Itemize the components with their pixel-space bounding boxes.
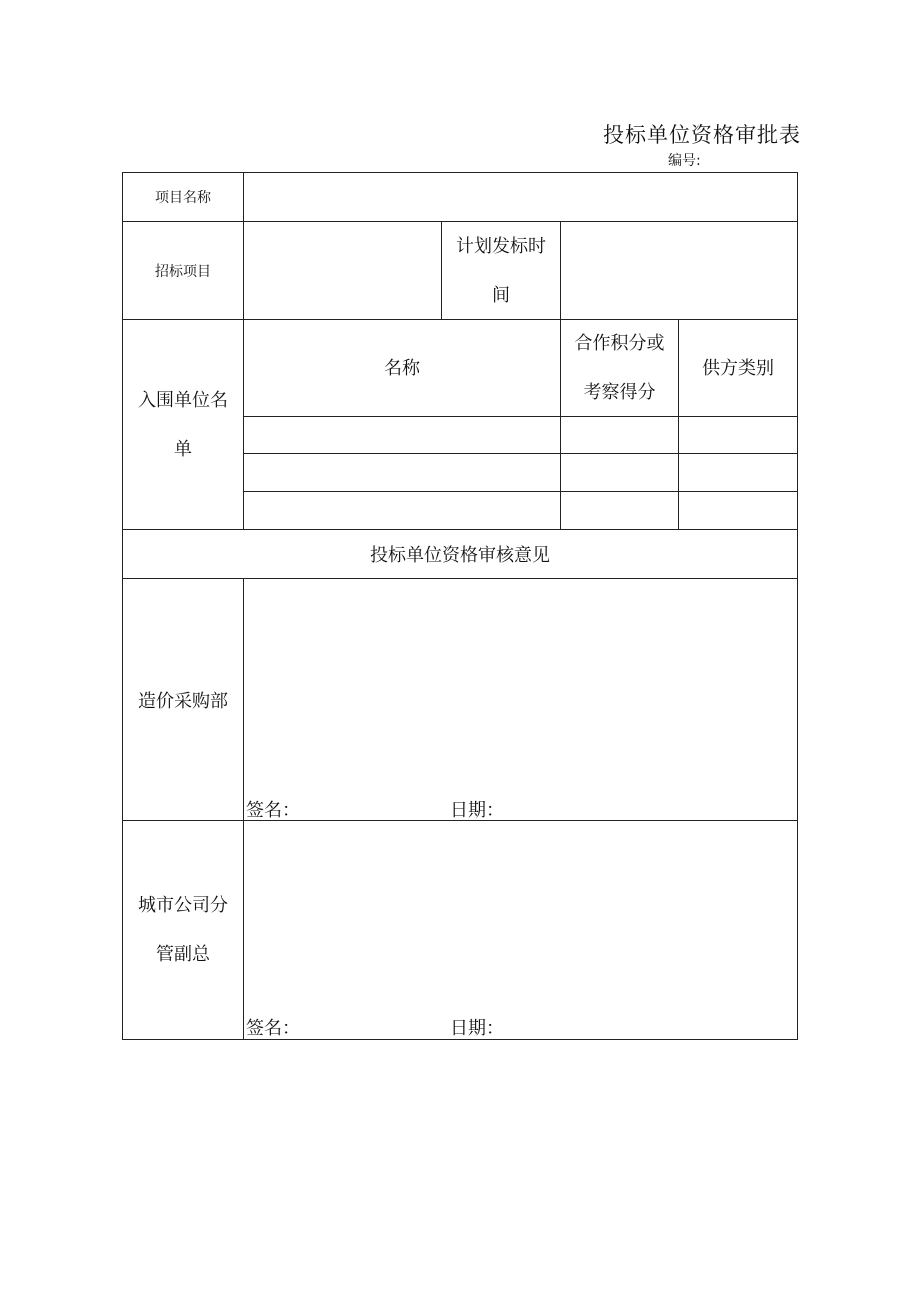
serial-number-label: 编号: xyxy=(668,153,701,169)
bid-item-label: 招标项目 xyxy=(155,263,211,280)
shortlist-label xyxy=(123,320,243,529)
column-header-score-line2: 考察得分 xyxy=(583,382,656,403)
shortlist-score-cell[interactable] xyxy=(561,492,678,529)
cost-procurement-opinion-field[interactable] xyxy=(244,579,797,820)
cost-procurement-dept-label: 造价采购部 xyxy=(138,690,228,712)
planned-time-label-line1: 计划发标时 xyxy=(456,235,546,257)
column-header-name: 名称 xyxy=(384,357,420,379)
shortlist-name-cell[interactable] xyxy=(244,454,560,491)
city-vp-label-line2: 管副总 xyxy=(156,944,210,965)
table-border-right xyxy=(797,172,798,1040)
date-label: 日期： xyxy=(450,800,504,821)
column-header-supplier-type: 供方类别 xyxy=(702,357,774,379)
shortlist-label-line2: 单 xyxy=(174,438,192,460)
shortlist-type-cell[interactable] xyxy=(679,417,797,453)
project-name-field[interactable] xyxy=(244,173,797,221)
form-title: 投标单位资格审批表 xyxy=(603,123,801,147)
signature-label: 签名： xyxy=(246,800,300,821)
shortlist-label-line1: 入围单位名 xyxy=(138,389,228,411)
column-header-score xyxy=(561,320,678,416)
column-header-score-line1: 合作积分或 xyxy=(574,333,665,354)
city-vp-label-line1: 城市公司分 xyxy=(138,895,228,916)
planned-time-label-line2: 间 xyxy=(492,284,510,306)
planned-time-field[interactable] xyxy=(561,222,797,319)
shortlist-name-cell[interactable] xyxy=(244,492,560,529)
date-label: 日期： xyxy=(450,1018,504,1039)
shortlist-score-cell[interactable] xyxy=(561,454,678,491)
city-vp-label xyxy=(123,821,243,1039)
shortlist-name-cell[interactable] xyxy=(244,417,560,453)
shortlist-type-cell[interactable] xyxy=(679,492,797,529)
city-vp-opinion-field[interactable] xyxy=(244,821,797,1039)
signature-label: 签名： xyxy=(246,1018,300,1039)
project-name-label: 项目名称 xyxy=(155,190,211,206)
review-section-header: 投标单位资格审核意见 xyxy=(370,545,550,566)
planned-time-label xyxy=(442,222,560,319)
shortlist-score-cell[interactable] xyxy=(561,417,678,453)
bid-item-field[interactable] xyxy=(244,222,441,319)
shortlist-type-cell[interactable] xyxy=(679,454,797,491)
